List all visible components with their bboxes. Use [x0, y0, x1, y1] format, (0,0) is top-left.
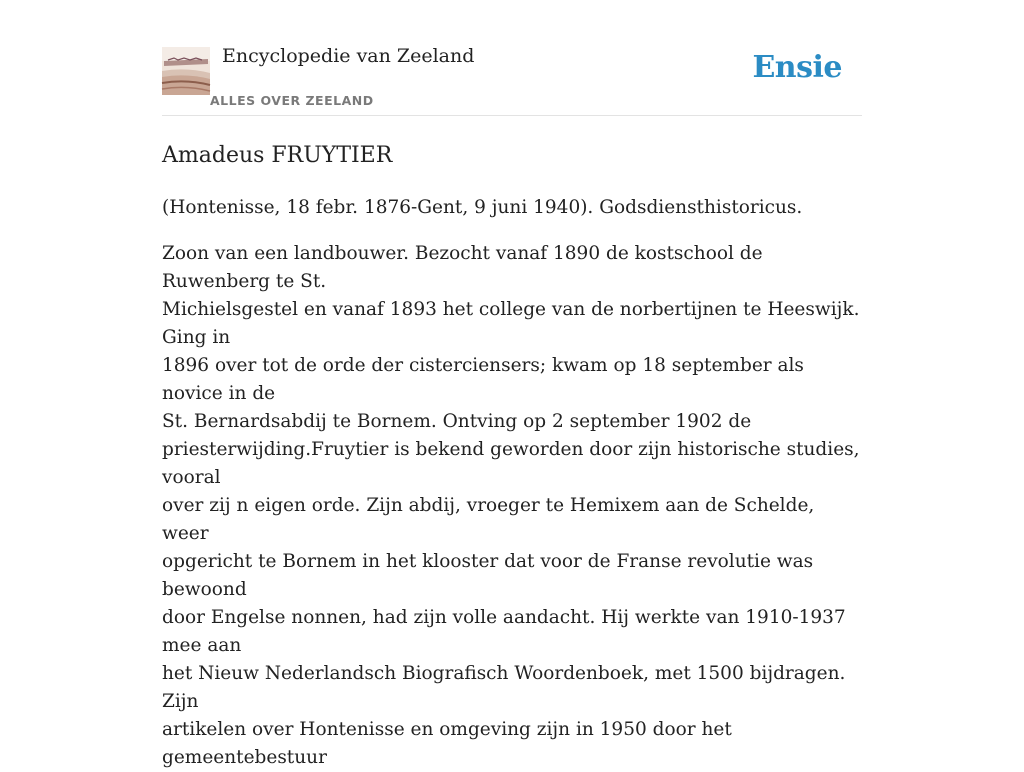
- article-title: Amadeus FRUYTIER: [162, 143, 393, 168]
- article-summary: (Hontenisse, 18 febr. 1876-Gent, 9 juni 1940). Godsdiensthistoricus.: [162, 197, 803, 218]
- book-pages-icon[interactable]: [162, 47, 210, 95]
- article: [162, 142, 862, 772]
- main-container: [162, 0, 862, 772]
- site-header: [162, 0, 862, 116]
- site-title-link[interactable]: Encyclopedie van Zeeland: [222, 45, 475, 67]
- site-subtitle: ALLES OVER ZEELAND: [210, 93, 374, 108]
- ensie-logo-link[interactable]: Ensie: [752, 50, 842, 85]
- article-body: Zoon van een landbouwer. Bezocht vanaf 1890 de kostschool de Ruwenberg te St. Michielsgestel en vanaf 1893 het college van de norbertijnen te Heeswijk. Ging in 1896 over tot de orde der cisterciensers; kwam op 18 september als novice in de St. Bernardsabdij te Bornem. Ontving op 2 september 1902 de priesterwijding.Fruytier is bekend geworden door zijn historische studies, vooral over zij n eigen orde. Zijn abdij, vroeger te Hemixem aan de Schelde, weer opgericht te Bornem in het klooster dat voor de Franse revolutie was bewoond door Engelse nonnen, had zijn volle aandacht. Hij werkte van 1910-1937 mee aan het Nieuw Nederlandsch Biografisch Woordenboek, met 1500 bijdragen. Zijn artikelen over Hontenisse en omgeving zijn in 1950 door het gemeentebestuur: [162, 243, 860, 768]
